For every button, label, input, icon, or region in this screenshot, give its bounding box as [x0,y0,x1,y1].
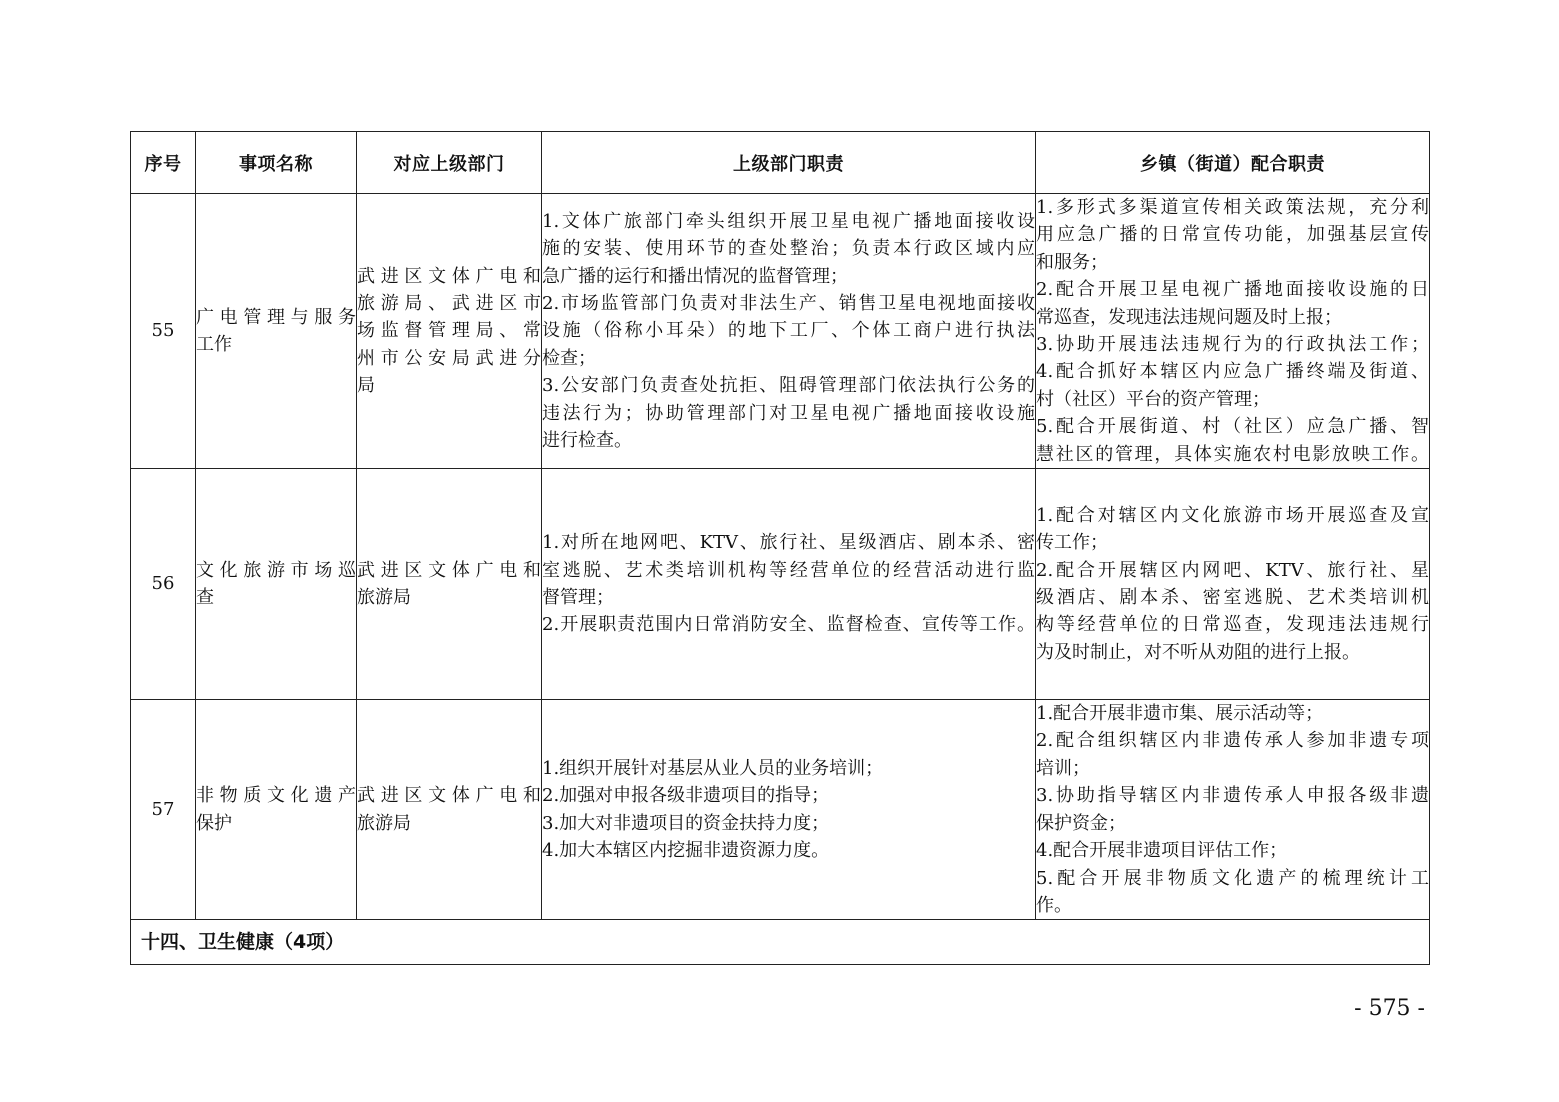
text-line: 武进区文体广电和 [357,785,541,807]
header-index: 序号 [131,132,196,194]
text-line: 武进区文体广电和 [357,265,541,287]
text-line: 局 [357,375,375,397]
text-line: 2.配合组织辖区内非遗传承人参加非遗专项 [1036,730,1429,752]
text-line: 广电管理与服务 [196,306,356,328]
text-line: 用应急广播的日常宣传功能，加强基层宣传 [1036,224,1429,246]
text-line: 武进区文体广电和 [357,559,541,581]
text-line: 州市公安局武进分 [357,347,541,369]
text-line: 1.对所在地网吧、KTV、旅行社、星级酒店、剧本杀、密 [542,532,1035,554]
text-line: 作。 [1036,894,1072,916]
text-line: 文化旅游市场巡 [196,559,356,581]
table-header-row [131,132,1430,194]
text-line: 常巡查，发现违法违规问题及时上报； [1036,306,1342,328]
text-line: 保护 [196,812,232,834]
text-line: 1.文体广旅部门牵头组织开展卫星电视广播地面接收设 [542,210,1035,232]
superior-dept [357,194,542,469]
duties-table [130,131,1430,965]
text-line: 3.协助指导辖区内非遗传承人申报各级非遗 [1036,785,1429,807]
text-line: 室逃脱、艺术类培训机构等经营单位的经营活动进行监 [542,559,1035,581]
text-line: 查 [196,587,214,609]
text-line: 2.开展职责范围内日常消防安全、监督检查、宣传等工作。 [542,614,1035,636]
text-line: 旅游局 [357,587,411,609]
text-line: 1.组织开展针对基层从业人员的业务培训； [542,757,884,779]
text-line: 旅游局、武进区市 [357,292,541,314]
text-line: 工作 [196,334,232,356]
superior-duties [542,700,1036,920]
row-index: 55 [131,194,196,469]
text-line: 督管理； [542,587,614,609]
text-line: 2.市场监管部门负责对非法生产、销售卫星电视地面接收 [542,292,1035,314]
text-line: 旅游局 [357,812,411,834]
text-line: 慧社区的管理，具体实施农村电影放映工作。 [1036,443,1429,465]
text-line: 3.公安部门负责查处抗拒、阻碍管理部门依法执行公务的 [542,375,1035,397]
header-superior-dept: 对应上级部门 [357,132,542,194]
superior-dept [357,469,542,700]
text-line: 2.配合开展卫星电视广播地面接收设施的日 [1036,279,1429,301]
text-line: 施的安装、使用环节的查处整治；负责本行政区域内应 [542,238,1035,260]
superior-duties [542,194,1036,469]
text-line: 1.多形式多渠道宣传相关政策法规，充分利 [1036,197,1429,218]
text-line: 违法行为；协助管理部门对卫星电视广播地面接收设施 [542,402,1035,424]
row-index: 56 [131,469,196,700]
table-row [131,194,1430,469]
text-line: 村（社区）平台的资产管理； [1036,388,1270,410]
text-line: 设施（俗称小耳朵）的地下工厂、个体工商户进行执法 [542,320,1035,342]
page-number: - 575 - [1354,996,1425,1021]
text-line: 2.配合开展辖区内网吧、KTV、旅行社、星 [1036,559,1429,581]
table-row [131,469,1430,700]
text-line: 5.配合开展非物质文化遗产的梳理统计工 [1036,867,1429,889]
text-line: 进行检查。 [542,429,632,451]
text-line: 级酒店、剧本杀、密室逃脱、艺术类培训机 [1036,587,1429,609]
text-line: 保护资金； [1036,812,1126,834]
text-line: 1.配合对辖区内文化旅游市场开展巡查及宣 [1036,504,1429,526]
item-name [196,700,357,920]
header-town-duties: 乡镇（街道）配合职责 [1036,132,1430,194]
text-line: 急广播的运行和播出情况的监督管理； [542,265,848,287]
text-line: 检查； [542,347,596,369]
text-line: 为及时制止，对不听从劝阻的进行上报。 [1036,641,1360,663]
town-duties [1036,469,1430,700]
text-line: 4.配合抓好本辖区内应急广播终端及街道、 [1036,361,1429,383]
text-line: 传工作； [1036,532,1108,554]
text-line: 4.加大本辖区内挖掘非遗资源力度。 [542,840,830,862]
superior-dept [357,700,542,920]
text-line: 4.配合开展非遗项目评估工作； [1036,840,1288,862]
text-line: 构等经营单位的日常巡查，发现违法违规行 [1036,614,1429,636]
text-line: 1.配合开展非遗市集、展示活动等； [1036,703,1324,725]
header-item-name: 事项名称 [196,132,357,194]
text-line: 2.加强对申报各级非遗项目的指导； [542,785,830,807]
item-name [196,469,357,700]
text-line: 5.配合开展街道、村（社区）应急广播、智 [1036,416,1429,438]
town-duties [1036,700,1430,920]
text-line: 非物质文化遗产 [196,785,356,807]
text-line: 和服务； [1036,251,1108,273]
text-line: 3.加大对非遗项目的资金扶持力度； [542,812,830,834]
item-name [196,194,357,469]
section-title: 十四、卫生健康（4项） [131,920,1430,965]
town-duties [1036,194,1430,469]
text-line: 场监督管理局、常 [357,320,541,342]
superior-duties [542,469,1036,700]
table-row [131,700,1430,920]
text-line: 培训； [1036,757,1090,779]
text-line: 3.协助开展违法违规行为的行政执法工作； [1036,334,1429,356]
row-index: 57 [131,700,196,920]
section-row [131,920,1430,965]
header-superior-duties: 上级部门职责 [542,132,1036,194]
